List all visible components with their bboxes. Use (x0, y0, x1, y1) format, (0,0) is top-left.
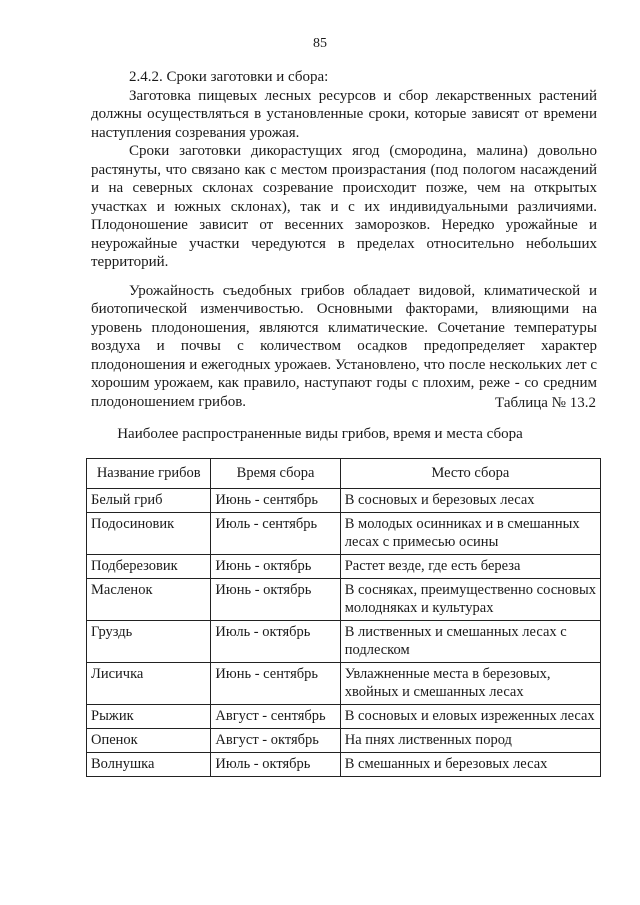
paragraph-mushrooms: Урожайность съедобных грибов обладает видовой, климатической и биотопической изменчивостью. Основными факторами, влияющими на уровень плодоношения, являются климатические. Сочетание температуры воздуха и почвы с количеством осадков предопределяет характер плодоношения и ежегодных урожаев. Установлено, что после нескольких лет с хорошим урожаем, как правило, наступают годы с плохим, реже - со средним плодоношением грибов. (91, 282, 597, 410)
cell-harvest-time: Август - октябрь (211, 729, 340, 753)
cell-harvest-place: В сосновых и еловых изреженных лесах (340, 705, 600, 729)
table-row (87, 729, 601, 753)
table-row (87, 705, 601, 729)
cell-mushroom-name: Рыжик (87, 705, 211, 729)
cell-mushroom-name: Белый гриб (87, 489, 211, 513)
table-caption: Наиболее распространенные виды грибов, время и места сбора (117, 426, 523, 442)
table-row (87, 753, 601, 777)
header-harvest-place: Место сбора (340, 459, 600, 489)
cell-mushroom-name: Подберезовик (87, 555, 211, 579)
cell-harvest-place: Увлажненные места в березовых, хвойных и смешанных лесах (340, 663, 600, 705)
cell-mushroom-name: Лисичка (87, 663, 211, 705)
cell-mushroom-name: Волнушка (87, 753, 211, 777)
table-row (87, 489, 601, 513)
cell-mushroom-name: Опенок (87, 729, 211, 753)
cell-harvest-time: Июль - сентябрь (211, 513, 340, 555)
cell-harvest-time: Июнь - октябрь (211, 579, 340, 621)
section-heading: 2.4.2. Сроки заготовки и сбора: (129, 69, 329, 85)
cell-harvest-time: Июль - октябрь (211, 753, 340, 777)
mushroom-table (86, 458, 601, 777)
paragraph-harvest-timing: Заготовка пищевых лесных ресурсов и сбор лекарственных растений должны осуществляться в установленные сроки, которые зависят от времени наступления созревания урожая. (91, 87, 597, 141)
table-row (87, 555, 601, 579)
cell-mushroom-name: Подосиновик (87, 513, 211, 555)
cell-harvest-time: Июль - октябрь (211, 621, 340, 663)
section-body (91, 68, 597, 411)
cell-harvest-place: В молодых осинниках и в смешанных лесах с примесью осины (340, 513, 600, 555)
cell-harvest-time: Июнь - сентябрь (211, 489, 340, 513)
cell-harvest-time: Август - сентябрь (211, 705, 340, 729)
cell-harvest-place: Растет везде, где есть береза (340, 555, 600, 579)
cell-harvest-place: В смешанных и березовых лесах (340, 753, 600, 777)
table-row (87, 579, 601, 621)
cell-harvest-place: В сосновых и березовых лесах (340, 489, 600, 513)
page-number: 85 (313, 36, 327, 51)
table-row (87, 513, 601, 555)
paragraph-berries: Сроки заготовки дикорастущих ягод (смородина, малина) довольно растянуты, что связано как с местом произрастания (под пологом насаждений и на северных склонах созревание происходит позже, чем на открытых участках и южных склонах), так и с их индивидуальными различиями. Плодоношение зависит от весенних заморозков. Нередко урожайные и неурожайные участки чередуются в пределах относительно небольших территорий. (91, 143, 597, 270)
cell-harvest-time: Июнь - сентябрь (211, 663, 340, 705)
cell-harvest-time: Июнь - октябрь (211, 555, 340, 579)
table-number-label: Таблица № 13.2 (495, 395, 596, 411)
cell-mushroom-name: Груздь (87, 621, 211, 663)
table-row (87, 621, 601, 663)
header-mushroom-name: Название грибов (87, 459, 211, 489)
table-row (87, 663, 601, 705)
cell-harvest-place: На пнях лиственных пород (340, 729, 600, 753)
header-harvest-time: Время сбора (211, 459, 340, 489)
cell-mushroom-name: Масленок (87, 579, 211, 621)
cell-harvest-place: В лиственных и смешанных лесах с подлеском (340, 621, 600, 663)
cell-harvest-place: В сосняках, преимущественно сосновых молодняках и культурах (340, 579, 600, 621)
table-header-row (87, 459, 601, 489)
